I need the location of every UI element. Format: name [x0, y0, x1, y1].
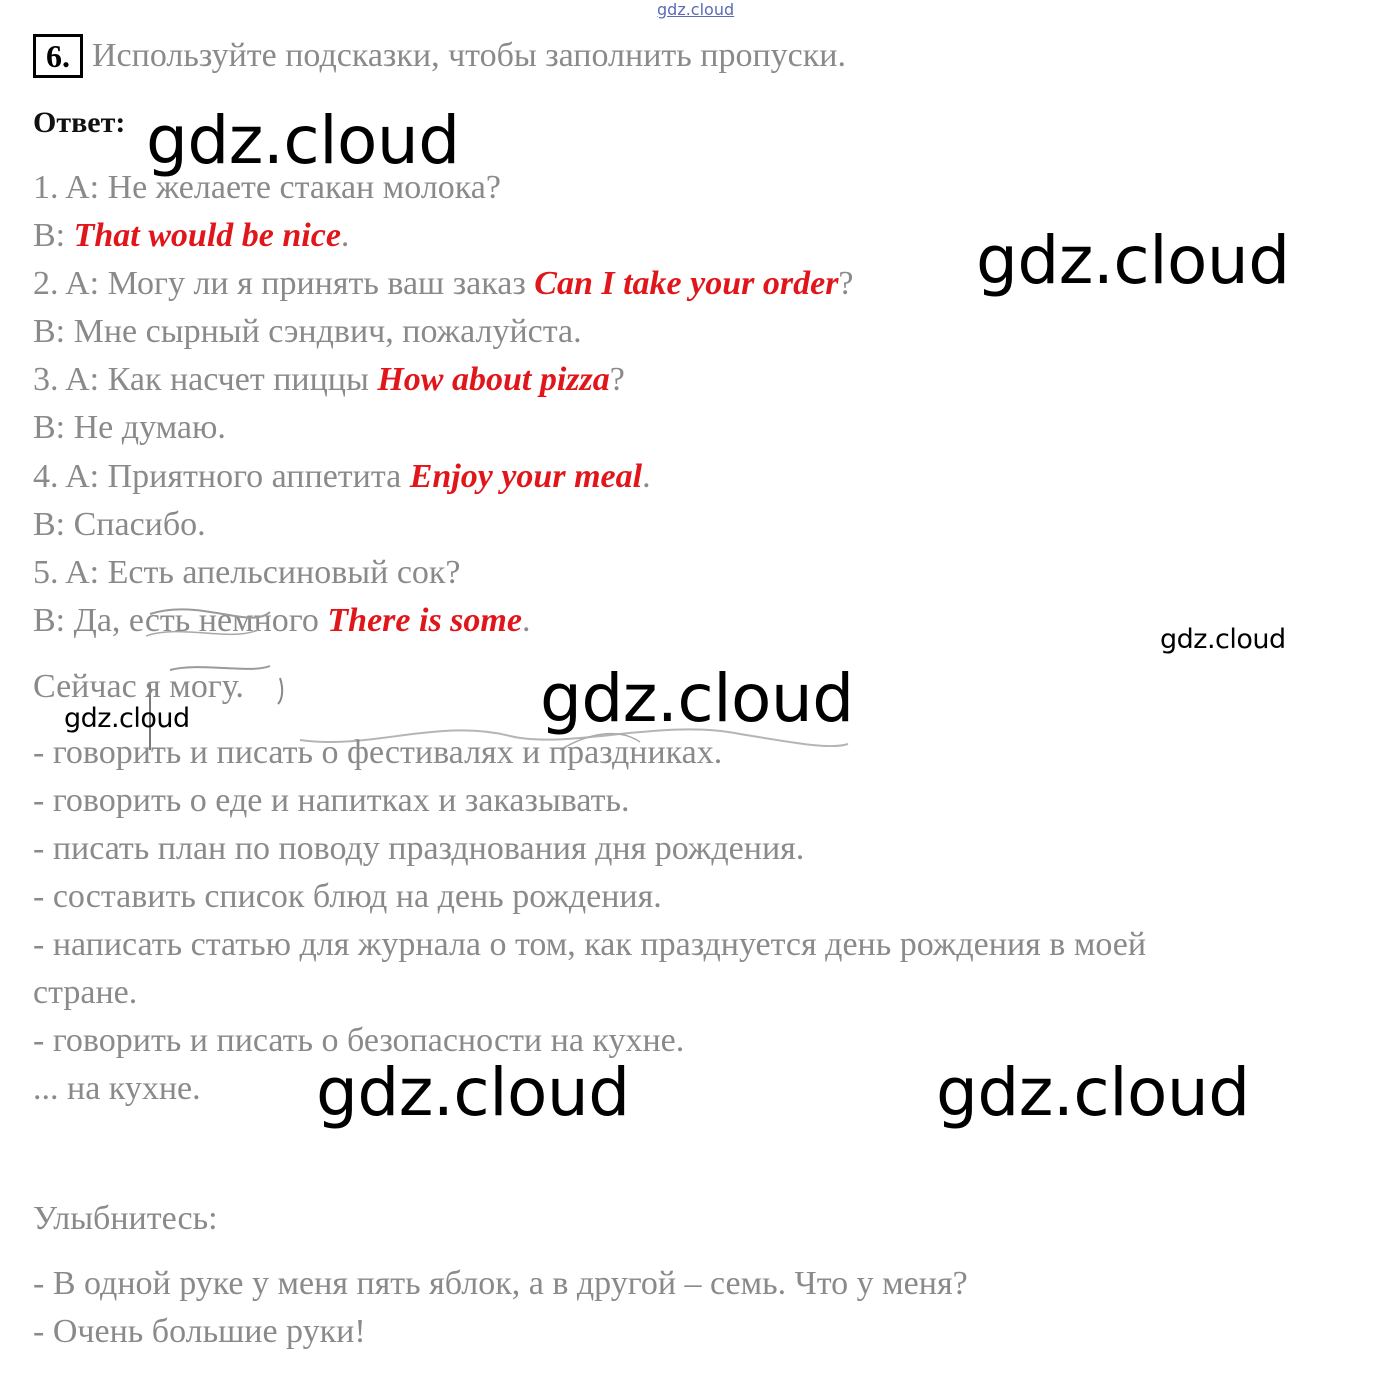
- list-item: - говорить и писать о фестивалях и праздниках.: [33, 734, 723, 771]
- task-number: 6.: [33, 34, 83, 78]
- dialogue-text: 3. A: Как насчет пиццы: [33, 361, 378, 398]
- dialogue-line-2: [33, 216, 349, 256]
- dialogue-line-4: [33, 312, 582, 352]
- task-text: Используйте подсказки, чтобы заполнить пропуски.: [92, 37, 846, 74]
- watermark: gdz.cloud: [1160, 624, 1286, 655]
- dialogue-line-9: [33, 553, 461, 593]
- dialogue-punct: .: [340, 217, 350, 254]
- dialogue-text: B: Мне сырный сэндвич, пожалуйста.: [33, 313, 582, 350]
- dialogue-text: B: Не думаю.: [33, 409, 226, 446]
- list-item: - написать статью для журнала о том, как празднуется день рождения в моей: [33, 926, 1147, 963]
- watermark: gdz.cloud: [316, 1054, 630, 1131]
- dialogue-line-3: [33, 264, 854, 304]
- answer-text: Can I take your order: [534, 265, 839, 302]
- list-item: стране.: [33, 974, 138, 1011]
- watermark: gdz.cloud: [64, 703, 190, 734]
- smile-heading: Улыбнитесь:: [33, 1200, 218, 1237]
- answer-text: How about pizza: [377, 361, 610, 398]
- dialogue-punct: ?: [609, 361, 625, 398]
- list-item: - говорить о еде и напитках и заказывать.: [33, 782, 630, 819]
- dialogue-text: B:: [33, 217, 74, 254]
- answer-text: That would be nice: [73, 217, 341, 254]
- now-i-can-heading: Сейчас я могу.: [33, 668, 244, 705]
- dialogue-text: B: Спасибо.: [33, 506, 206, 543]
- top-watermark-link[interactable]: gdz.cloud: [657, 0, 735, 19]
- watermark: gdz.cloud: [540, 660, 854, 737]
- joke-line: - Очень большие руки!: [33, 1313, 366, 1350]
- dialogue-text: 1. A: Не желаете стакан молока?: [33, 169, 501, 206]
- list-item: - составить список блюд на день рождения.: [33, 878, 662, 915]
- list-item: - говорить и писать о безопасности на кухне.: [33, 1022, 685, 1059]
- dialogue-punct: .: [642, 458, 651, 495]
- joke-line: - В одной руке у меня пять яблок, а в другой – семь. Что у меня?: [33, 1265, 968, 1302]
- dialogue-line-6: [33, 408, 226, 448]
- list-item: ... на кухне.: [33, 1070, 201, 1107]
- dialogue-text: 5. A: Есть апельсиновый сок?: [33, 554, 461, 591]
- answer-text: There is some: [327, 602, 522, 639]
- dialogue-line-5: [33, 360, 625, 400]
- answer-label: Ответ:: [33, 106, 126, 139]
- list-item: - писать план по поводу празднования дня рождения.: [33, 830, 805, 867]
- watermark: gdz.cloud: [936, 1054, 1250, 1131]
- watermark: gdz.cloud: [976, 222, 1290, 299]
- dialogue-punct: .: [521, 602, 531, 639]
- answer-text: Enjoy your meal: [409, 458, 643, 495]
- dialogue-text: B: Да, есть немного: [33, 602, 328, 639]
- dialogue-text: 2. A: Могу ли я принять ваш заказ: [33, 265, 535, 302]
- dialogue-line-7: [33, 457, 651, 497]
- watermark: gdz.cloud: [146, 102, 460, 179]
- dialogue-text: 4. A: Приятного аппетита: [33, 458, 410, 495]
- dialogue-punct: ?: [838, 265, 854, 302]
- dialogue-line-8: [33, 505, 206, 545]
